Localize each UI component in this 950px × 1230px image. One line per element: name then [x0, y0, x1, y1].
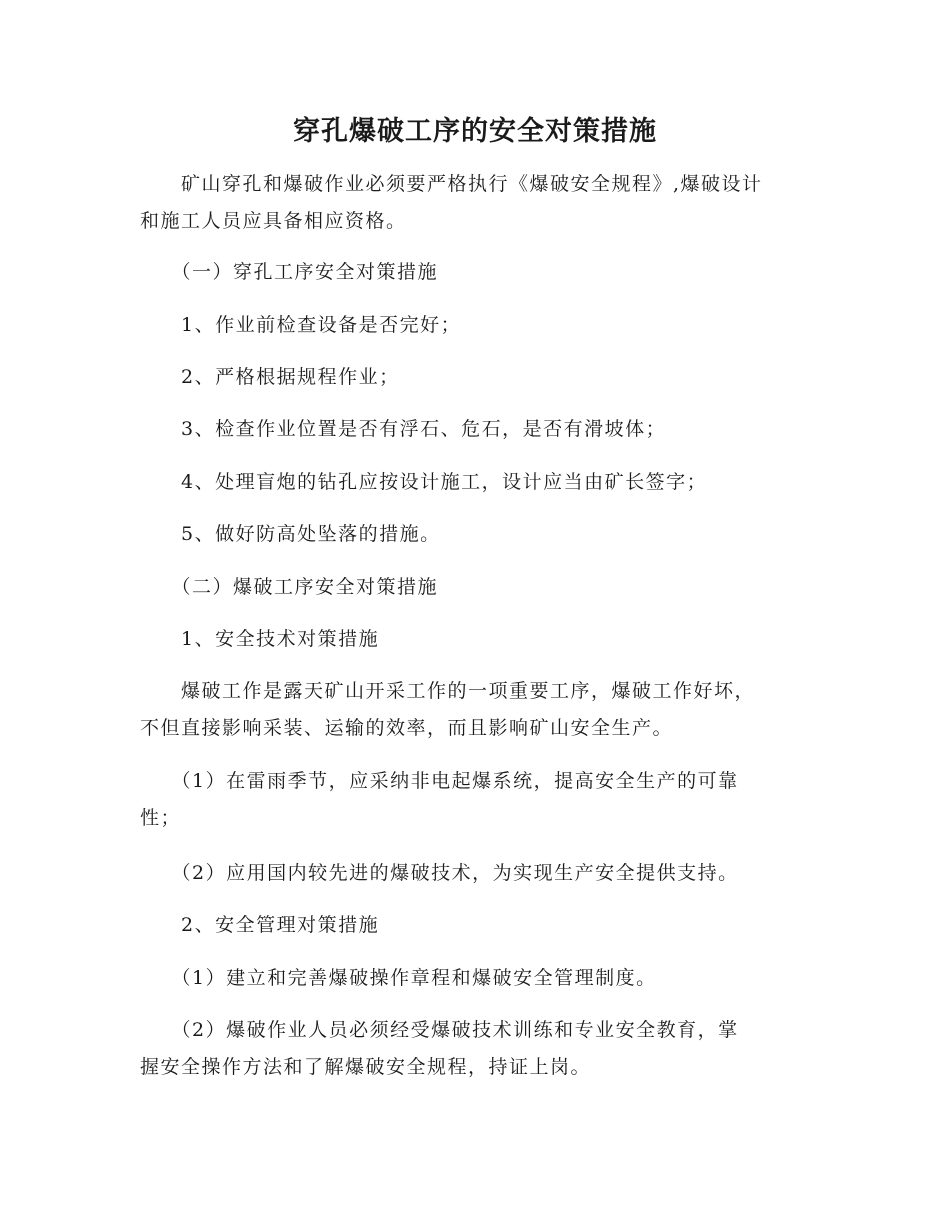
text-line: 5、做好防高处坠落的措施。	[140, 523, 441, 545]
list-item	[140, 763, 810, 837]
text-line: （一）穿孔工序安全对策措施	[140, 261, 439, 283]
text-line: 1、作业前检查设备是否完好；	[140, 314, 462, 336]
text-line: 矿山穿孔和爆破作业必须要严格执行《爆破安全规程》,爆破设计	[140, 173, 763, 195]
list-item	[140, 411, 810, 448]
list-item	[140, 516, 810, 553]
paragraph-intro	[140, 166, 810, 240]
text-line: 3、检查作业位置是否有浮石、危石，是否有滑坡体；	[140, 418, 667, 440]
text-line: 2、严格根据规程作业；	[140, 366, 400, 388]
paragraph-blasting	[140, 673, 810, 747]
list-item	[140, 464, 810, 501]
text-line: 和施工人员应具备相应资格。	[140, 210, 407, 232]
subsection-heading	[140, 621, 810, 658]
text-line: 2、安全管理对策措施	[140, 914, 380, 936]
text-line: 1、安全技术对策措施	[140, 628, 380, 650]
section-heading-blasting	[140, 569, 810, 606]
list-item	[140, 960, 810, 997]
list-item	[140, 1012, 810, 1086]
text-line: （二）爆破工序安全对策措施	[140, 576, 439, 598]
section-heading-drilling	[140, 254, 810, 291]
subsection-heading	[140, 907, 810, 944]
text-line: 不但直接影响采装、运输的效率，而且影响矿山安全生产。	[140, 717, 674, 739]
list-item	[140, 307, 810, 344]
text-line: 性；	[140, 807, 182, 829]
text-line: （2）爆破作业人员必须经受爆破技术训练和专业安全教育，掌	[140, 1019, 739, 1041]
text-line: 爆破工作是露天矿山开采工作的一项重要工序，爆破工作好坏，	[140, 680, 756, 702]
text-line: 握安全操作方法和了解爆破安全规程，持证上岗。	[140, 1056, 592, 1078]
list-item	[140, 855, 810, 892]
list-item	[140, 359, 810, 396]
text-line: （2）应用国内较先进的爆破技术，为实现生产安全提供支持。	[140, 862, 739, 884]
text-line: 4、处理盲炮的钻孔应按设计施工，设计应当由矿长签字；	[140, 471, 708, 493]
document-title: 穿孔爆破工序的安全对策措施	[293, 116, 657, 147]
text-line: （1）在雷雨季节，应采纳非电起爆系统，提高安全生产的可靠	[140, 770, 739, 792]
text-line: （1）建立和完善爆破操作章程和爆破安全管理制度。	[140, 967, 657, 989]
